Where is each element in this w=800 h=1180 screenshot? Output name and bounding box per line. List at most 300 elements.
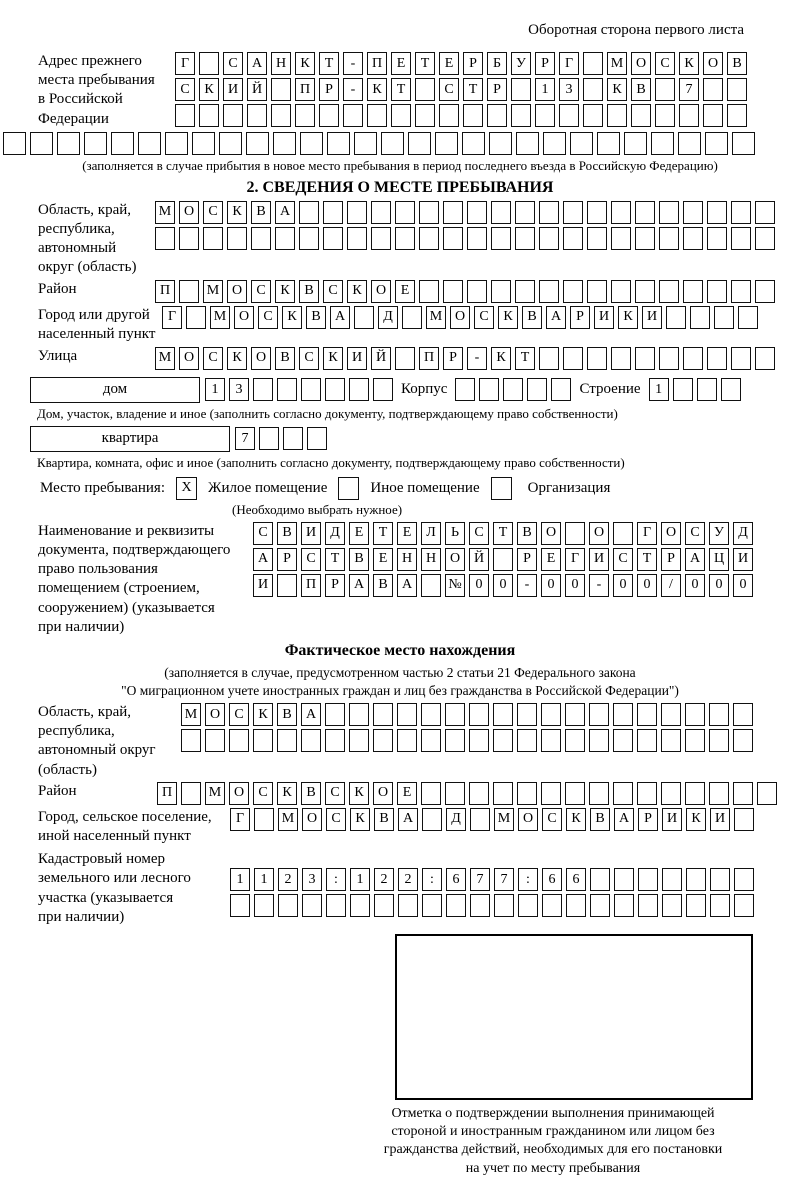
char-cell[interactable]: И <box>662 808 682 831</box>
char-cell[interactable]: Е <box>391 52 411 75</box>
char-cell[interactable]: : <box>326 868 346 891</box>
char-cell[interactable]: 3 <box>559 78 579 101</box>
char-cell[interactable]: К <box>323 347 343 370</box>
char-cell[interactable] <box>275 227 295 250</box>
char-cell[interactable] <box>666 306 686 329</box>
char-cell[interactable]: К <box>282 306 302 329</box>
char-cell[interactable]: 1 <box>649 378 669 401</box>
char-cell[interactable]: А <box>397 574 417 597</box>
char-cell[interactable] <box>661 782 681 805</box>
char-cell[interactable]: Д <box>325 522 345 545</box>
char-cell[interactable]: Ь <box>445 522 465 545</box>
char-cell[interactable] <box>374 894 394 917</box>
char-cell[interactable] <box>637 782 657 805</box>
char-cell[interactable] <box>325 729 345 752</box>
char-cell[interactable] <box>253 729 273 752</box>
char-cell[interactable] <box>295 104 315 127</box>
char-cell[interactable] <box>659 280 679 303</box>
char-cell[interactable] <box>565 703 585 726</box>
char-cell[interactable]: И <box>710 808 730 831</box>
char-cell[interactable]: О <box>518 808 538 831</box>
char-cell[interactable]: А <box>275 201 295 224</box>
char-cell[interactable] <box>179 227 199 250</box>
char-cell[interactable]: - <box>517 574 537 597</box>
char-cell[interactable] <box>273 132 296 155</box>
char-cell[interactable]: К <box>607 78 627 101</box>
char-cell[interactable]: О <box>179 347 199 370</box>
char-cell[interactable]: О <box>251 347 271 370</box>
char-cell[interactable]: У <box>511 52 531 75</box>
char-cell[interactable] <box>373 729 393 752</box>
char-cell[interactable]: В <box>373 574 393 597</box>
char-cell[interactable] <box>493 703 513 726</box>
char-cell[interactable] <box>446 894 466 917</box>
char-cell[interactable]: И <box>594 306 614 329</box>
char-cell[interactable] <box>515 227 535 250</box>
char-cell[interactable]: 1 <box>254 868 274 891</box>
char-cell[interactable] <box>542 894 562 917</box>
char-cell[interactable] <box>590 868 610 891</box>
char-cell[interactable]: Р <box>325 574 345 597</box>
char-cell[interactable] <box>731 347 751 370</box>
char-cell[interactable]: К <box>277 782 297 805</box>
char-cell[interactable] <box>323 201 343 224</box>
char-cell[interactable]: 6 <box>566 868 586 891</box>
char-cell[interactable] <box>565 729 585 752</box>
char-cell[interactable]: И <box>733 548 753 571</box>
char-cell[interactable] <box>589 729 609 752</box>
char-cell[interactable] <box>517 782 537 805</box>
char-cell[interactable]: В <box>301 782 321 805</box>
char-cell[interactable]: 7 <box>679 78 699 101</box>
char-cell[interactable]: В <box>306 306 326 329</box>
char-cell[interactable] <box>755 201 775 224</box>
char-cell[interactable]: С <box>325 782 345 805</box>
char-cell[interactable] <box>559 104 579 127</box>
char-cell[interactable]: П <box>367 52 387 75</box>
char-cell[interactable] <box>219 132 242 155</box>
char-cell[interactable] <box>515 280 535 303</box>
char-cell[interactable] <box>683 280 703 303</box>
char-cell[interactable] <box>710 868 730 891</box>
char-cell[interactable] <box>539 201 559 224</box>
char-cell[interactable] <box>111 132 134 155</box>
char-cell[interactable] <box>565 782 585 805</box>
checkbox-other-premises[interactable] <box>338 477 359 500</box>
char-cell[interactable] <box>277 729 297 752</box>
char-cell[interactable]: А <box>301 703 321 726</box>
char-cell[interactable] <box>637 729 657 752</box>
char-cell[interactable] <box>470 894 490 917</box>
char-cell[interactable] <box>733 703 753 726</box>
char-cell[interactable] <box>395 347 415 370</box>
char-cell[interactable]: Б <box>487 52 507 75</box>
char-cell[interactable]: Р <box>487 78 507 101</box>
char-cell[interactable] <box>3 132 26 155</box>
char-cell[interactable]: 3 <box>229 378 249 401</box>
char-cell[interactable] <box>587 201 607 224</box>
char-cell[interactable] <box>455 378 475 401</box>
char-cell[interactable] <box>607 104 627 127</box>
char-cell[interactable] <box>707 227 727 250</box>
char-cell[interactable] <box>655 104 675 127</box>
char-cell[interactable]: 7 <box>494 868 514 891</box>
char-cell[interactable] <box>251 227 271 250</box>
char-cell[interactable]: Е <box>397 782 417 805</box>
char-cell[interactable]: Г <box>230 808 250 831</box>
char-cell[interactable] <box>659 227 679 250</box>
char-cell[interactable] <box>422 894 442 917</box>
char-cell[interactable] <box>563 280 583 303</box>
char-cell[interactable] <box>707 280 727 303</box>
char-cell[interactable] <box>479 378 499 401</box>
char-cell[interactable] <box>685 782 705 805</box>
char-cell[interactable]: С <box>258 306 278 329</box>
char-cell[interactable]: М <box>278 808 298 831</box>
char-cell[interactable] <box>443 201 463 224</box>
char-cell[interactable] <box>422 808 442 831</box>
char-cell[interactable] <box>734 894 754 917</box>
char-cell[interactable] <box>343 104 363 127</box>
char-cell[interactable] <box>541 703 561 726</box>
char-cell[interactable] <box>566 894 586 917</box>
char-cell[interactable] <box>732 132 755 155</box>
char-cell[interactable]: Т <box>373 522 393 545</box>
char-cell[interactable] <box>326 894 346 917</box>
char-cell[interactable]: С <box>326 808 346 831</box>
char-cell[interactable] <box>489 132 512 155</box>
char-cell[interactable]: 1 <box>535 78 555 101</box>
char-cell[interactable] <box>277 574 297 597</box>
char-cell[interactable]: Н <box>271 52 291 75</box>
char-cell[interactable] <box>301 729 321 752</box>
char-cell[interactable] <box>705 132 728 155</box>
char-cell[interactable] <box>517 703 537 726</box>
char-cell[interactable]: Р <box>570 306 590 329</box>
char-cell[interactable] <box>738 306 758 329</box>
char-cell[interactable]: С <box>203 347 223 370</box>
char-cell[interactable] <box>347 227 367 250</box>
char-cell[interactable]: О <box>179 201 199 224</box>
char-cell[interactable]: С <box>253 522 273 545</box>
char-cell[interactable]: Е <box>395 280 415 303</box>
char-cell[interactable]: 0 <box>733 574 753 597</box>
char-cell[interactable]: С <box>323 280 343 303</box>
char-cell[interactable]: Е <box>373 548 393 571</box>
char-cell[interactable] <box>551 378 571 401</box>
char-cell[interactable] <box>469 703 489 726</box>
char-cell[interactable]: 0 <box>541 574 561 597</box>
char-cell[interactable]: И <box>642 306 662 329</box>
char-cell[interactable]: Л <box>421 522 441 545</box>
char-cell[interactable] <box>686 868 706 891</box>
char-cell[interactable]: У <box>709 522 729 545</box>
char-cell[interactable] <box>570 132 593 155</box>
char-cell[interactable] <box>703 78 723 101</box>
char-cell[interactable] <box>402 306 422 329</box>
char-cell[interactable]: В <box>631 78 651 101</box>
char-cell[interactable] <box>493 548 513 571</box>
char-cell[interactable] <box>589 703 609 726</box>
char-cell[interactable] <box>347 201 367 224</box>
char-cell[interactable]: С <box>223 52 243 75</box>
char-cell[interactable] <box>491 201 511 224</box>
char-cell[interactable]: В <box>727 52 747 75</box>
char-cell[interactable]: К <box>350 808 370 831</box>
char-cell[interactable]: А <box>253 548 273 571</box>
char-cell[interactable]: Й <box>371 347 391 370</box>
char-cell[interactable] <box>733 729 753 752</box>
char-cell[interactable]: Р <box>463 52 483 75</box>
char-cell[interactable]: С <box>175 78 195 101</box>
char-cell[interactable] <box>469 729 489 752</box>
char-cell[interactable] <box>511 78 531 101</box>
char-cell[interactable]: С <box>613 548 633 571</box>
char-cell[interactable] <box>734 868 754 891</box>
char-cell[interactable]: Г <box>175 52 195 75</box>
char-cell[interactable]: Т <box>515 347 535 370</box>
char-cell[interactable]: Д <box>446 808 466 831</box>
char-cell[interactable]: 6 <box>542 868 562 891</box>
char-cell[interactable] <box>539 227 559 250</box>
char-cell[interactable] <box>230 894 250 917</box>
char-cell[interactable]: М <box>203 280 223 303</box>
char-cell[interactable] <box>590 894 610 917</box>
char-cell[interactable]: С <box>299 347 319 370</box>
char-cell[interactable] <box>469 782 489 805</box>
char-cell[interactable] <box>371 227 391 250</box>
char-cell[interactable]: Р <box>638 808 658 831</box>
char-cell[interactable] <box>683 201 703 224</box>
char-cell[interactable]: В <box>299 280 319 303</box>
char-cell[interactable]: 0 <box>493 574 513 597</box>
char-cell[interactable] <box>395 201 415 224</box>
char-cell[interactable]: К <box>275 280 295 303</box>
char-cell[interactable] <box>587 280 607 303</box>
char-cell[interactable]: К <box>491 347 511 370</box>
char-cell[interactable] <box>138 132 161 155</box>
char-cell[interactable]: Т <box>463 78 483 101</box>
char-cell[interactable] <box>354 132 377 155</box>
char-cell[interactable] <box>727 78 747 101</box>
char-cell[interactable] <box>186 306 206 329</box>
char-cell[interactable] <box>467 201 487 224</box>
char-cell[interactable] <box>690 306 710 329</box>
char-cell[interactable]: П <box>295 78 315 101</box>
char-cell[interactable]: О <box>205 703 225 726</box>
char-cell[interactable]: К <box>367 78 387 101</box>
char-cell[interactable] <box>175 104 195 127</box>
char-cell[interactable]: С <box>439 78 459 101</box>
char-cell[interactable]: С <box>251 280 271 303</box>
char-cell[interactable]: О <box>450 306 470 329</box>
char-cell[interactable]: С <box>253 782 273 805</box>
char-cell[interactable] <box>613 729 633 752</box>
char-cell[interactable]: Й <box>247 78 267 101</box>
char-cell[interactable] <box>563 227 583 250</box>
char-cell[interactable] <box>319 104 339 127</box>
char-cell[interactable] <box>253 378 273 401</box>
char-cell[interactable] <box>662 868 682 891</box>
char-cell[interactable]: К <box>618 306 638 329</box>
char-cell[interactable]: А <box>546 306 566 329</box>
char-cell[interactable]: И <box>223 78 243 101</box>
char-cell[interactable] <box>271 104 291 127</box>
char-cell[interactable]: О <box>373 782 393 805</box>
char-cell[interactable] <box>493 782 513 805</box>
char-cell[interactable]: С <box>655 52 675 75</box>
char-cell[interactable] <box>655 78 675 101</box>
char-cell[interactable]: Ц <box>709 548 729 571</box>
char-cell[interactable]: М <box>607 52 627 75</box>
char-cell[interactable] <box>683 347 703 370</box>
char-cell[interactable] <box>583 78 603 101</box>
char-cell[interactable] <box>678 132 701 155</box>
char-cell[interactable] <box>421 782 441 805</box>
char-cell[interactable] <box>703 104 723 127</box>
char-cell[interactable] <box>349 703 369 726</box>
char-cell[interactable] <box>734 808 754 831</box>
char-cell[interactable] <box>229 729 249 752</box>
char-cell[interactable]: - <box>343 78 363 101</box>
char-cell[interactable]: М <box>426 306 446 329</box>
char-cell[interactable] <box>421 729 441 752</box>
char-cell[interactable] <box>583 52 603 75</box>
char-cell[interactable] <box>325 378 345 401</box>
char-cell[interactable] <box>415 104 435 127</box>
char-cell[interactable]: П <box>419 347 439 370</box>
char-cell[interactable] <box>709 703 729 726</box>
char-cell[interactable]: В <box>517 522 537 545</box>
char-cell[interactable]: 0 <box>709 574 729 597</box>
char-cell[interactable]: О <box>589 522 609 545</box>
char-cell[interactable] <box>494 894 514 917</box>
char-cell[interactable]: 2 <box>398 868 418 891</box>
char-cell[interactable] <box>541 782 561 805</box>
char-cell[interactable]: Е <box>541 548 561 571</box>
char-cell[interactable] <box>635 201 655 224</box>
char-cell[interactable] <box>661 703 681 726</box>
char-cell[interactable] <box>707 347 727 370</box>
char-cell[interactable]: : <box>518 868 538 891</box>
char-cell[interactable]: Й <box>469 548 489 571</box>
char-cell[interactable]: 7 <box>235 427 255 450</box>
char-cell[interactable] <box>205 729 225 752</box>
char-cell[interactable] <box>463 104 483 127</box>
char-cell[interactable]: 3 <box>302 868 322 891</box>
char-cell[interactable]: И <box>301 522 321 545</box>
char-cell[interactable]: К <box>679 52 699 75</box>
char-cell[interactable] <box>302 894 322 917</box>
char-cell[interactable]: / <box>661 574 681 597</box>
char-cell[interactable]: Н <box>421 548 441 571</box>
char-cell[interactable]: Р <box>319 78 339 101</box>
char-cell[interactable]: 0 <box>685 574 705 597</box>
char-cell[interactable] <box>445 782 465 805</box>
char-cell[interactable] <box>381 132 404 155</box>
char-cell[interactable] <box>271 78 291 101</box>
char-cell[interactable] <box>421 703 441 726</box>
checkbox-organization[interactable] <box>491 477 512 500</box>
char-cell[interactable]: К <box>686 808 706 831</box>
char-cell[interactable]: Т <box>415 52 435 75</box>
char-cell[interactable] <box>299 201 319 224</box>
char-cell[interactable]: 2 <box>278 868 298 891</box>
char-cell[interactable] <box>350 894 370 917</box>
char-cell[interactable] <box>613 522 633 545</box>
char-cell[interactable]: В <box>590 808 610 831</box>
char-cell[interactable]: Р <box>443 347 463 370</box>
char-cell[interactable] <box>283 427 303 450</box>
char-cell[interactable]: К <box>566 808 586 831</box>
char-cell[interactable] <box>487 104 507 127</box>
char-cell[interactable]: О <box>302 808 322 831</box>
char-cell[interactable]: В <box>277 703 297 726</box>
char-cell[interactable] <box>733 782 753 805</box>
char-cell[interactable] <box>638 868 658 891</box>
char-cell[interactable] <box>327 132 350 155</box>
char-cell[interactable]: 0 <box>613 574 633 597</box>
char-cell[interactable]: А <box>614 808 634 831</box>
char-cell[interactable] <box>373 378 393 401</box>
char-cell[interactable]: К <box>253 703 273 726</box>
char-cell[interactable] <box>354 306 374 329</box>
char-cell[interactable]: О <box>227 280 247 303</box>
char-cell[interactable] <box>371 201 391 224</box>
char-cell[interactable] <box>462 132 485 155</box>
char-cell[interactable] <box>755 227 775 250</box>
char-cell[interactable] <box>727 104 747 127</box>
char-cell[interactable] <box>731 227 751 250</box>
char-cell[interactable] <box>539 280 559 303</box>
char-cell[interactable] <box>300 132 323 155</box>
char-cell[interactable] <box>181 729 201 752</box>
char-cell[interactable]: Р <box>517 548 537 571</box>
char-cell[interactable]: Р <box>535 52 555 75</box>
char-cell[interactable]: И <box>347 347 367 370</box>
char-cell[interactable] <box>731 280 751 303</box>
char-cell[interactable] <box>467 227 487 250</box>
char-cell[interactable]: П <box>301 574 321 597</box>
char-cell[interactable] <box>373 703 393 726</box>
char-cell[interactable]: Г <box>559 52 579 75</box>
char-cell[interactable] <box>397 729 417 752</box>
char-cell[interactable] <box>755 347 775 370</box>
char-cell[interactable]: К <box>227 201 247 224</box>
char-cell[interactable]: О <box>541 522 561 545</box>
char-cell[interactable]: М <box>155 201 175 224</box>
char-cell[interactable] <box>443 280 463 303</box>
char-cell[interactable] <box>541 729 561 752</box>
char-cell[interactable] <box>227 227 247 250</box>
char-cell[interactable] <box>491 227 511 250</box>
char-cell[interactable] <box>503 378 523 401</box>
char-cell[interactable]: С <box>474 306 494 329</box>
char-cell[interactable]: 1 <box>350 868 370 891</box>
char-cell[interactable]: О <box>631 52 651 75</box>
char-cell[interactable]: - <box>589 574 609 597</box>
char-cell[interactable]: И <box>589 548 609 571</box>
char-cell[interactable] <box>516 132 539 155</box>
char-cell[interactable]: М <box>181 703 201 726</box>
char-cell[interactable] <box>246 132 269 155</box>
char-cell[interactable]: 0 <box>637 574 657 597</box>
char-cell[interactable] <box>349 729 369 752</box>
char-cell[interactable]: О <box>445 548 465 571</box>
char-cell[interactable]: К <box>295 52 315 75</box>
char-cell[interactable] <box>325 703 345 726</box>
char-cell[interactable] <box>638 894 658 917</box>
